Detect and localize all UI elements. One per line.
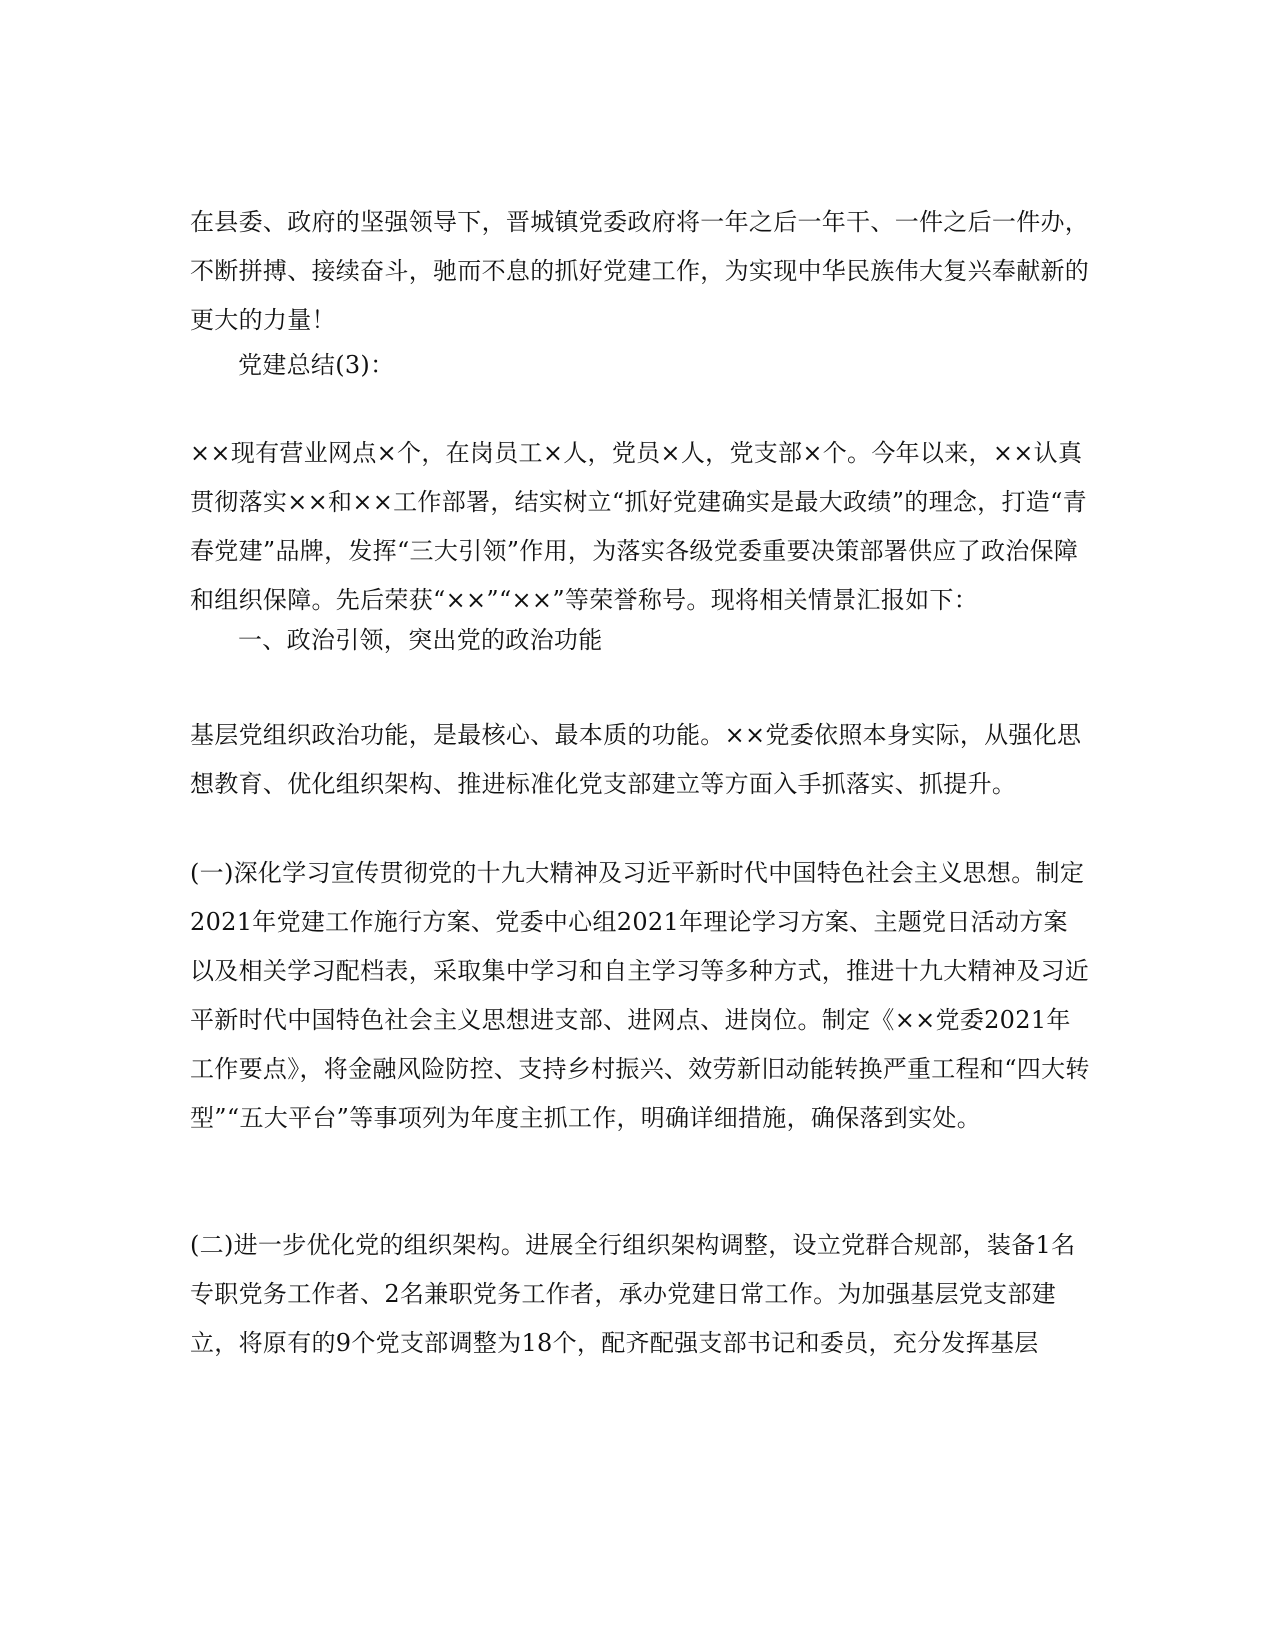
paragraph-item-1: (一)深化学习宣传贯彻党的十九大精神及习近平新时代中国特色社会主义思想。制定2021年党建工作施行方案、党委中心组2021年理论学习方案、主题党日活动方案以及相关学习配档表，采取集中学习和自主学习等多种方式，推进十九大精神及习近平新时代中国特色社会主义思想进支部、进网点、进岗位。制定《××党委2021年工作要点》，将金融风险防控、支持乡村振兴、效劳新旧动能转换严重工程和“四大转型”“五大平台”等事项列为年度主抓工作，明确详细措施，确保落到实处。 — [190, 859, 1090, 1132]
paragraph-political-function: 基层党组织政治功能，是最核心、最本质的功能。××党委依照本身实际，从强化思想教育、优化组织架构、推进标准化党支部建立等方面入手抓落实、抓提升。 — [190, 721, 1082, 798]
paragraph-intro: 在县委、政府的坚强领导下，晋城镇党委政府将一年之后一年干、一件之后一件办，不断拼搏、接续奋斗，驰而不息的抓好党建工作，为实现中华民族伟大复兴奉献新的更大的力量！ — [190, 208, 1090, 334]
section-heading-summary-3: 党建总结(3)： — [238, 351, 395, 379]
paragraph-overview: ××现有营业网点×个，在岗员工×人，党员×人，党支部×个。今年以来，××认真贯彻落实××和××工作部署，结实树立“抓好党建确实是最大政绩”的理念，打造“青春党建”品牌，发挥“三大引领”作用，为落实各级党委重要决策部署供应了政治保障和组织保障。先后荣获“××”“××”等荣誉称号。现将相关情景汇报如下： — [190, 439, 1087, 614]
section-heading-political-guidance: 一、政治引领，突出党的政治功能 — [238, 626, 603, 654]
paragraph-item-2: (二)进一步优化党的组织架构。进展全行组织架构调整，设立党群合规部，装备1名专职党务工作者、2名兼职党务工作者，承办党建日常工作。为加强基层党支部建立，将原有的9个党支部调整为18个，配齐配强支部书记和委员，充分发挥基层 — [190, 1231, 1076, 1357]
